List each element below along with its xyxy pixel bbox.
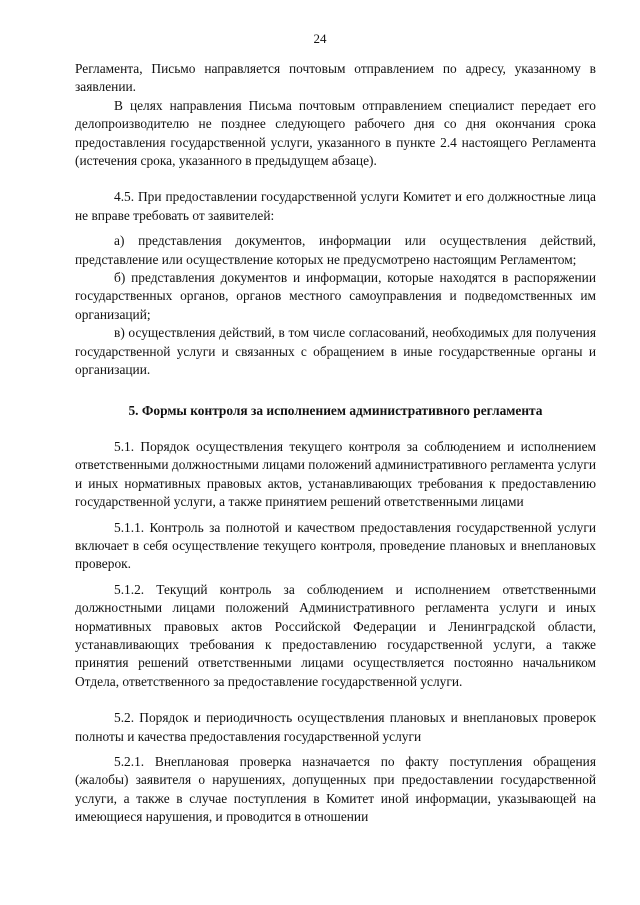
paragraph-4-5-v: в) осуществления действий, в том числе согласований, необходимых для получения государственной услуги и связанных с обращением в иные государственные органы и организации. [75, 325, 596, 378]
page-number: 24 [313, 31, 327, 46]
paragraph-5-1-2: 5.1.2. Текущий контроль за соблюдением и исполнением ответственными должностными лицами положений Административного регламента услуги и иных нормативных правовых актов Российской Федерации и Ленинградской области, устанавливающих требования к предоставлению государственной услуги, а также принятия решений ответственными лицами осуществляется постоянно начальником Отдела, ответственного за предоставление государственной услуги. [75, 581, 596, 689]
section-title-5: 5. Формы контроля за исполнением административного регламента [128, 402, 543, 418]
paragraph-regulation-letter-sent: Регламента, Письмо направляется почтовым отправлением по адресу, указанному в заявлении. [75, 61, 596, 95]
paragraph-4-5-b: б) представления документов и информации, которые находятся в распоряжении государственных органов, органов местного самоуправления и подведомственных им организаций; [75, 270, 596, 322]
document-body [75, 60, 596, 827]
paragraph-letter-mailing: В целях направления Письма почтовым отправлением специалист передает его делопроизводителю не позднее следующего рабочего дня со дня окончания срока предоставления государственной услуги, указанного в пункте 2.4 настоящего Регламента (истечения срока, указанного в предыдущем абзаце). [75, 97, 596, 169]
paragraph-5-1-1: 5.1.1. Контроль за полнотой и качеством предоставления государственной услуги включает в себя осуществление текущего контроля, проведение плановых и внеплановых проверок. [75, 519, 596, 572]
paragraph-4-5-a: а) представления документов, информации или осуществления действий, представление или осуществление которых не предусмотрено настоящим Регламентом; [75, 233, 596, 267]
paragraph-5-2-1: 5.2.1. Внеплановая проверка назначается по факту поступления обращения (жалобы) заявителя о нарушениях, допущенных при предоставлении государственной услуги, а также в случае поступления в Комитет иной информации, указывающей на имеющиеся нарушения, и проводится в отношении [75, 754, 596, 825]
paragraph-4-5: 4.5. При предоставлении государственной услуги Комитет и его должностные лица не вправе требовать от заявителей: [75, 189, 596, 223]
paragraph-5-2: 5.2. Порядок и периодичность осуществления плановых и внеплановых проверок полноты и качества предоставления государственной услуги [75, 710, 596, 744]
paragraph-5-1: 5.1. Порядок осуществления текущего контроля за соблюдением и исполнением ответственными должностными лицами положений административного регламента услуги и иных нормативных правовых актов, устанавливающих требования к предоставлению государственной услуги, а также принятием решений ответственными лицами [75, 438, 596, 510]
